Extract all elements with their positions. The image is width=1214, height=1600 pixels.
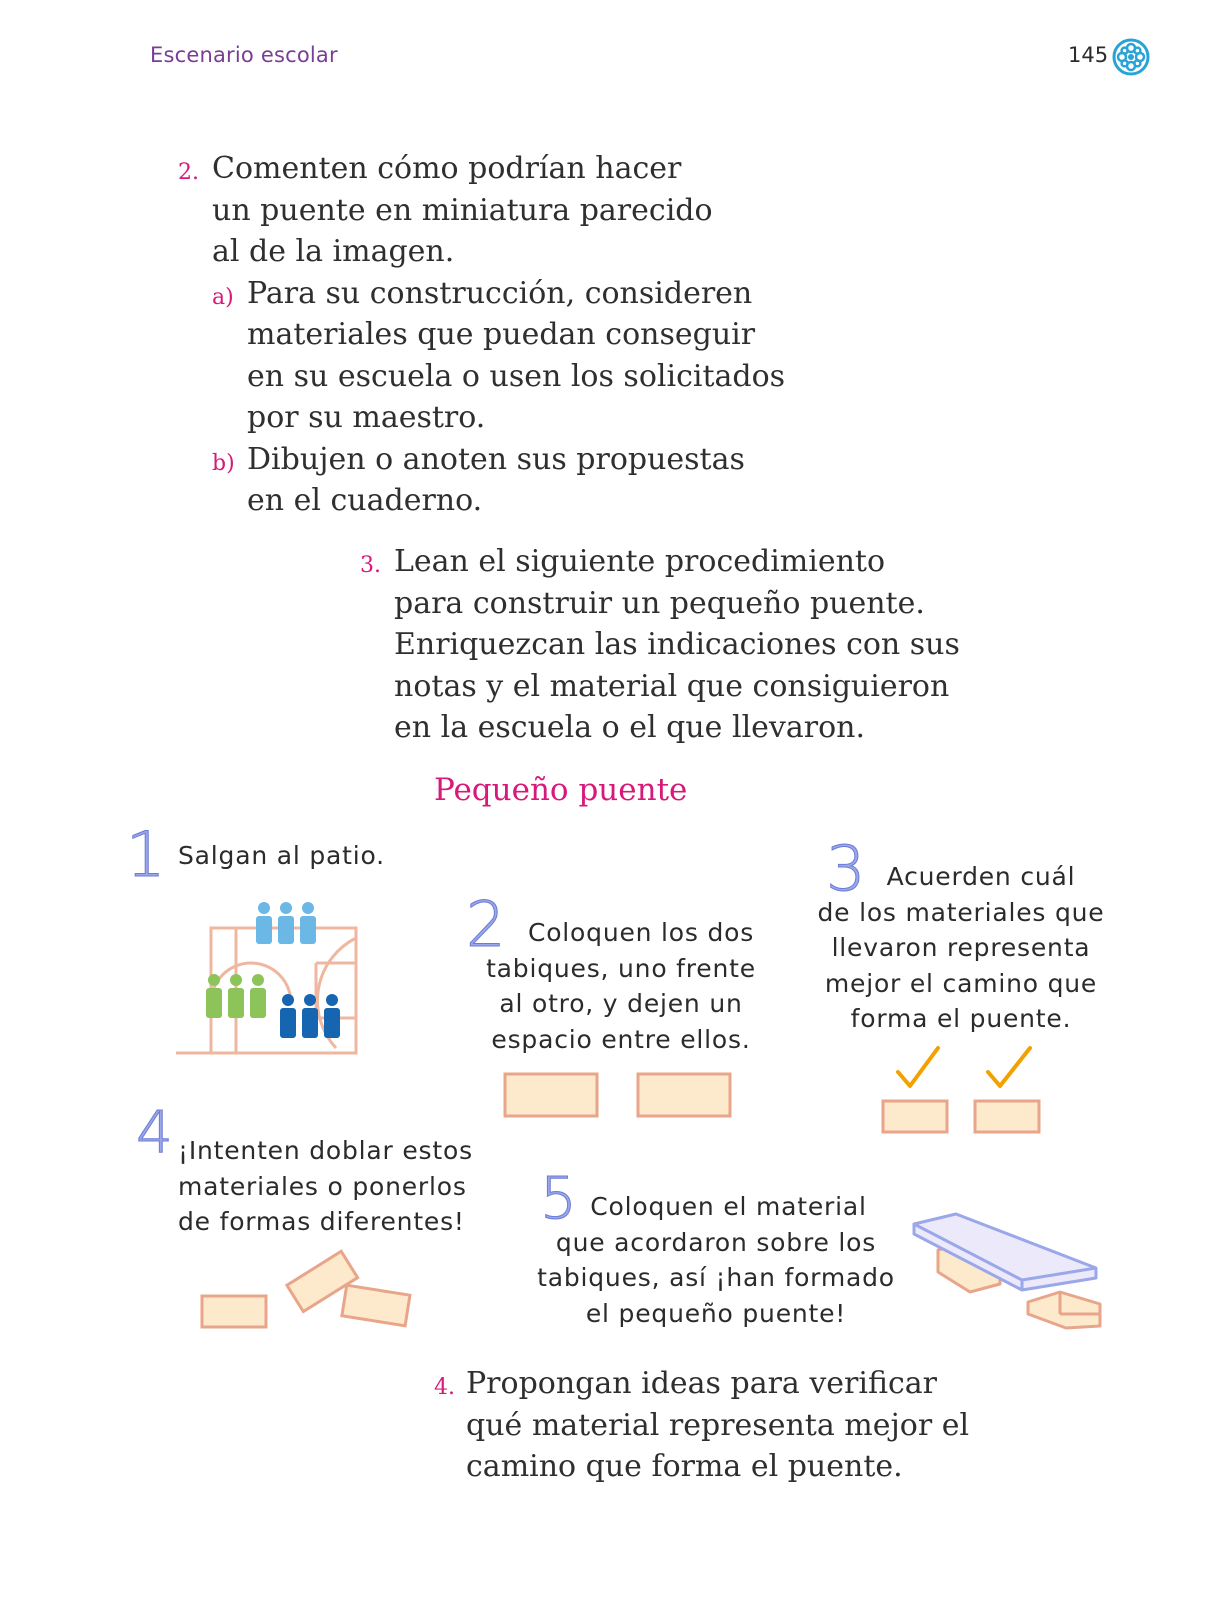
step-2-text <box>466 915 776 1057</box>
subitem-b <box>212 439 785 522</box>
text-line: Propongan ideas para verificar <box>466 1366 938 1401</box>
text-line: de formas diferentes! <box>178 1207 465 1236</box>
schoolyard-illustration <box>176 898 366 1058</box>
check-icon <box>988 1048 1030 1086</box>
flower-badge-icon <box>1112 38 1150 76</box>
text-line: para construir un pequeño puente. <box>394 585 925 621</box>
text-line: llevaron representa <box>831 933 1091 962</box>
text-line: tabiques, uno frente <box>486 953 756 983</box>
two-bricks-illustration <box>503 1072 735 1120</box>
text-line: de los materiales que <box>817 897 1105 927</box>
text-line: camino que forma el puente. <box>466 1449 903 1484</box>
procedure-title: Pequeño puente <box>434 772 688 808</box>
text-line: un puente en miniatura parecido <box>212 192 713 228</box>
text-line: Dibujen o anoten sus propuestas <box>247 441 745 477</box>
step-1-text <box>178 838 385 874</box>
step-number: 5 <box>540 1164 577 1232</box>
text-line: Comenten cómo podrían hacer <box>212 151 682 186</box>
subitem-label: b) <box>212 450 235 476</box>
text-line: ¡Intenten doblar estos <box>178 1136 473 1165</box>
text-line: mejor el camino que <box>824 968 1098 998</box>
text-line: el pequeño puente! <box>585 1298 847 1328</box>
text-line: notas y el material que consiguieron <box>394 668 950 704</box>
text-line: que acordaron sobre los <box>555 1227 877 1257</box>
text-line: al de la imagen. <box>212 234 455 269</box>
text-line: materiales que puedan conseguir <box>247 317 756 352</box>
question-4 <box>434 1363 969 1488</box>
text-line: qué material representa mejor el <box>466 1407 970 1443</box>
step-3-text <box>806 859 1116 1037</box>
question-3 <box>360 541 960 749</box>
question-number: 3. <box>360 553 381 578</box>
text-line: Salgan al patio. <box>178 841 385 870</box>
section-title: Escenario escolar <box>150 43 338 67</box>
checked-materials-illustration <box>880 1044 1045 1136</box>
step-4-text <box>178 1133 473 1240</box>
text-line: en la escuela o el que llevaron. <box>394 710 866 745</box>
step-5-text <box>536 1189 896 1331</box>
page-number: 145 <box>1068 43 1109 67</box>
step-number: 2 <box>466 888 506 961</box>
text-line: materiales o ponerlos <box>178 1171 467 1201</box>
text-line: Acuerden cuál <box>886 862 1076 891</box>
text-line: tabiques, así ¡han formado <box>537 1263 895 1292</box>
question-2 <box>178 148 785 522</box>
step-number: 1 <box>126 818 166 891</box>
text-line: Para su construcción, consideren <box>247 275 753 311</box>
subitem-a <box>212 273 785 439</box>
text-line: en el cuaderno. <box>247 483 483 518</box>
step-number: 3 <box>826 832 866 905</box>
question-number: 4. <box>434 1375 455 1400</box>
text-line: Enriquezcan las indicaciones con sus <box>394 627 960 662</box>
text-line: forma el puente. <box>850 1004 1072 1033</box>
question-number: 2. <box>178 160 199 185</box>
subitem-label: a) <box>212 284 234 310</box>
text-line: al otro, y dejen un <box>499 989 743 1018</box>
text-line: Lean el siguiente procedimiento <box>394 544 886 579</box>
bridge-illustration <box>910 1210 1105 1335</box>
text-line: espacio entre ellos. <box>491 1024 751 1054</box>
step-number: 4 <box>136 1098 173 1166</box>
text-line: en su escuela o usen los solicitados <box>247 358 786 394</box>
text-line: por su maestro. <box>247 400 486 435</box>
text-line: Coloquen el material <box>590 1192 867 1221</box>
scattered-bricks-illustration <box>198 1248 418 1336</box>
text-line: Coloquen los dos <box>527 918 755 947</box>
check-icon <box>898 1048 938 1086</box>
